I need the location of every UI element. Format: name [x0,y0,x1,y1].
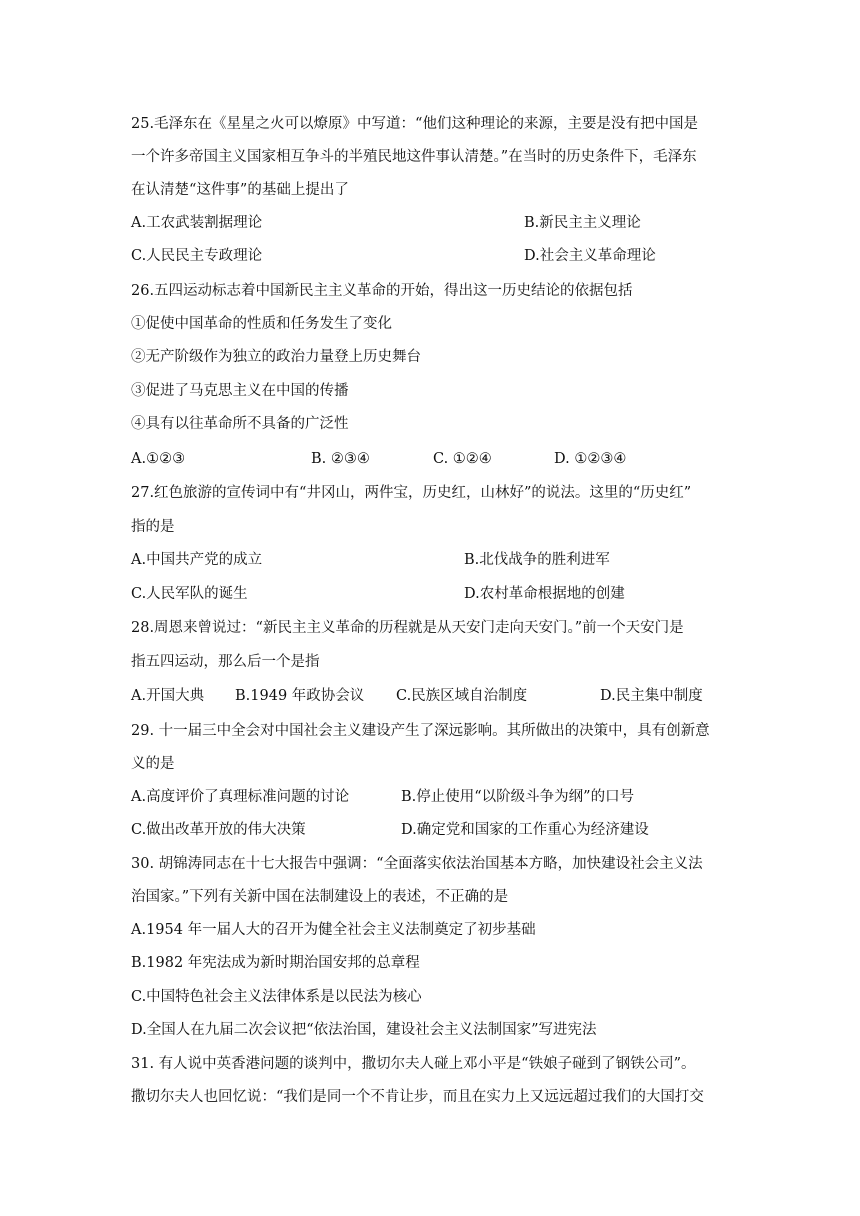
question-30-option-c: C.中国特色社会主义法律体系是以民法为核心 [131,989,422,1005]
question-30-option-b: B.1982 年宪法成为新时期治国安邦的总章程 [131,955,420,971]
question-26-option-d: D. ①②③④ [554,451,627,467]
question-25-option-a: A.工农武装割据理论 [131,215,263,231]
question-25-option-c: C.人民民主专政理论 [131,248,263,264]
question-27-stem-line-1: 27.红色旅游的宣传词中有“井冈山，两件宝，历史红，山林好”的说法。这里的“历史红” [131,485,692,501]
question-27-option-a: A.中国共产党的成立 [131,552,263,568]
question-30-stem-line-2: 治国家。”下列有关新中国在法制建设上的表述，不正确的是 [131,889,509,905]
question-29-stem-line-1: 29. 十一届三中全会对中国社会主义建设产生了深远影响。其所做出的决策中，具有创新意 [131,723,710,739]
question-26-option-b: B. ②③④ [311,451,370,467]
question-30-option-a: A.1954 年一届人大的召开为健全社会主义法制奠定了初步基础 [131,922,536,938]
question-29-option-b: B.停止使用“以阶级斗争为纲”的口号 [401,789,635,805]
question-27-option-c: C.人民军队的诞生 [131,586,248,602]
question-27-option-d: D.农村革命根据地的创建 [464,586,625,602]
question-25-stem-line-1: 25.毛泽东在《星星之火可以燎原》中写道：“他们这种理论的来源，主要是没有把中国是 [131,116,698,132]
question-28-option-a: A.开国大典 [131,688,205,704]
question-31-stem-line-2: 撒切尔夫人也回忆说：“我们是同一个不肯让步，而且在实力上又远远超过我们的大国打交 [131,1089,704,1105]
question-25-stem-line-2: 一个许多帝国主义国家相互争斗的半殖民地这件事认清楚。”在当时的历史条件下，毛泽东 [131,149,697,165]
question-27-stem-line-2: 指的是 [131,519,175,535]
question-29-option-c: C.做出改革开放的伟大决策 [131,822,306,838]
question-28-stem-line-2: 指五四运动，那么后一个是指 [131,654,320,670]
question-29-option-d: D.确定党和国家的工作重心为经济建设 [401,822,649,838]
question-31-stem-line-1: 31. 有人说中英香港问题的谈判中，撒切尔夫人碰上邓小平是“铁娘子碰到了钢铁公司”。 [131,1056,696,1072]
question-29-option-a: A.高度评价了真理标准问题的讨论 [131,789,350,805]
question-26-item-1: ①促使中国革命的性质和任务发生了变化 [131,316,392,332]
question-26-item-4: ④具有以往革命所不具备的广泛性 [131,416,349,432]
question-28-option-d: D.民主集中制度 [600,688,703,704]
question-27-option-b: B.北伐战争的胜利进军 [464,552,610,568]
question-25-option-b: B.新民主主义理论 [524,215,641,231]
question-26-item-2: ②无产阶级作为独立的政治力量登上历史舞台 [131,349,421,365]
question-26-item-3: ③促进了马克思主义在中国的传播 [131,383,349,399]
question-28-option-c: C.民族区域自治制度 [396,688,528,704]
question-28-option-b: B.1949 年政协会议 [235,688,365,704]
question-26-option-a: A.①②③ [131,451,186,467]
question-25-option-d: D.社会主义革命理论 [524,248,656,264]
question-26-option-c: C. ①②④ [433,451,492,467]
question-28-stem-line-1: 28.周恩来曾说过：“新民主主义革命的历程就是从天安门走向天安门。”前一个天安门是 [131,620,684,636]
question-30-option-d: D.全国人在九届二次会议把“依法治国，建设社会主义法制国家”写进宪法 [131,1022,597,1038]
question-30-stem-line-1: 30. 胡锦涛同志在十七大报告中强调：“全面落实依法治国基本方略，加快建设社会主义法 [131,856,703,872]
question-26-stem-line-1: 26.五四运动标志着中国新民主主义革命的开始，得出这一历史结论的依据包括 [131,283,633,299]
question-25-stem-line-3: 在认清楚“这件事”的基础上提出了 [131,182,349,198]
question-29-stem-line-2: 义的是 [131,756,175,772]
